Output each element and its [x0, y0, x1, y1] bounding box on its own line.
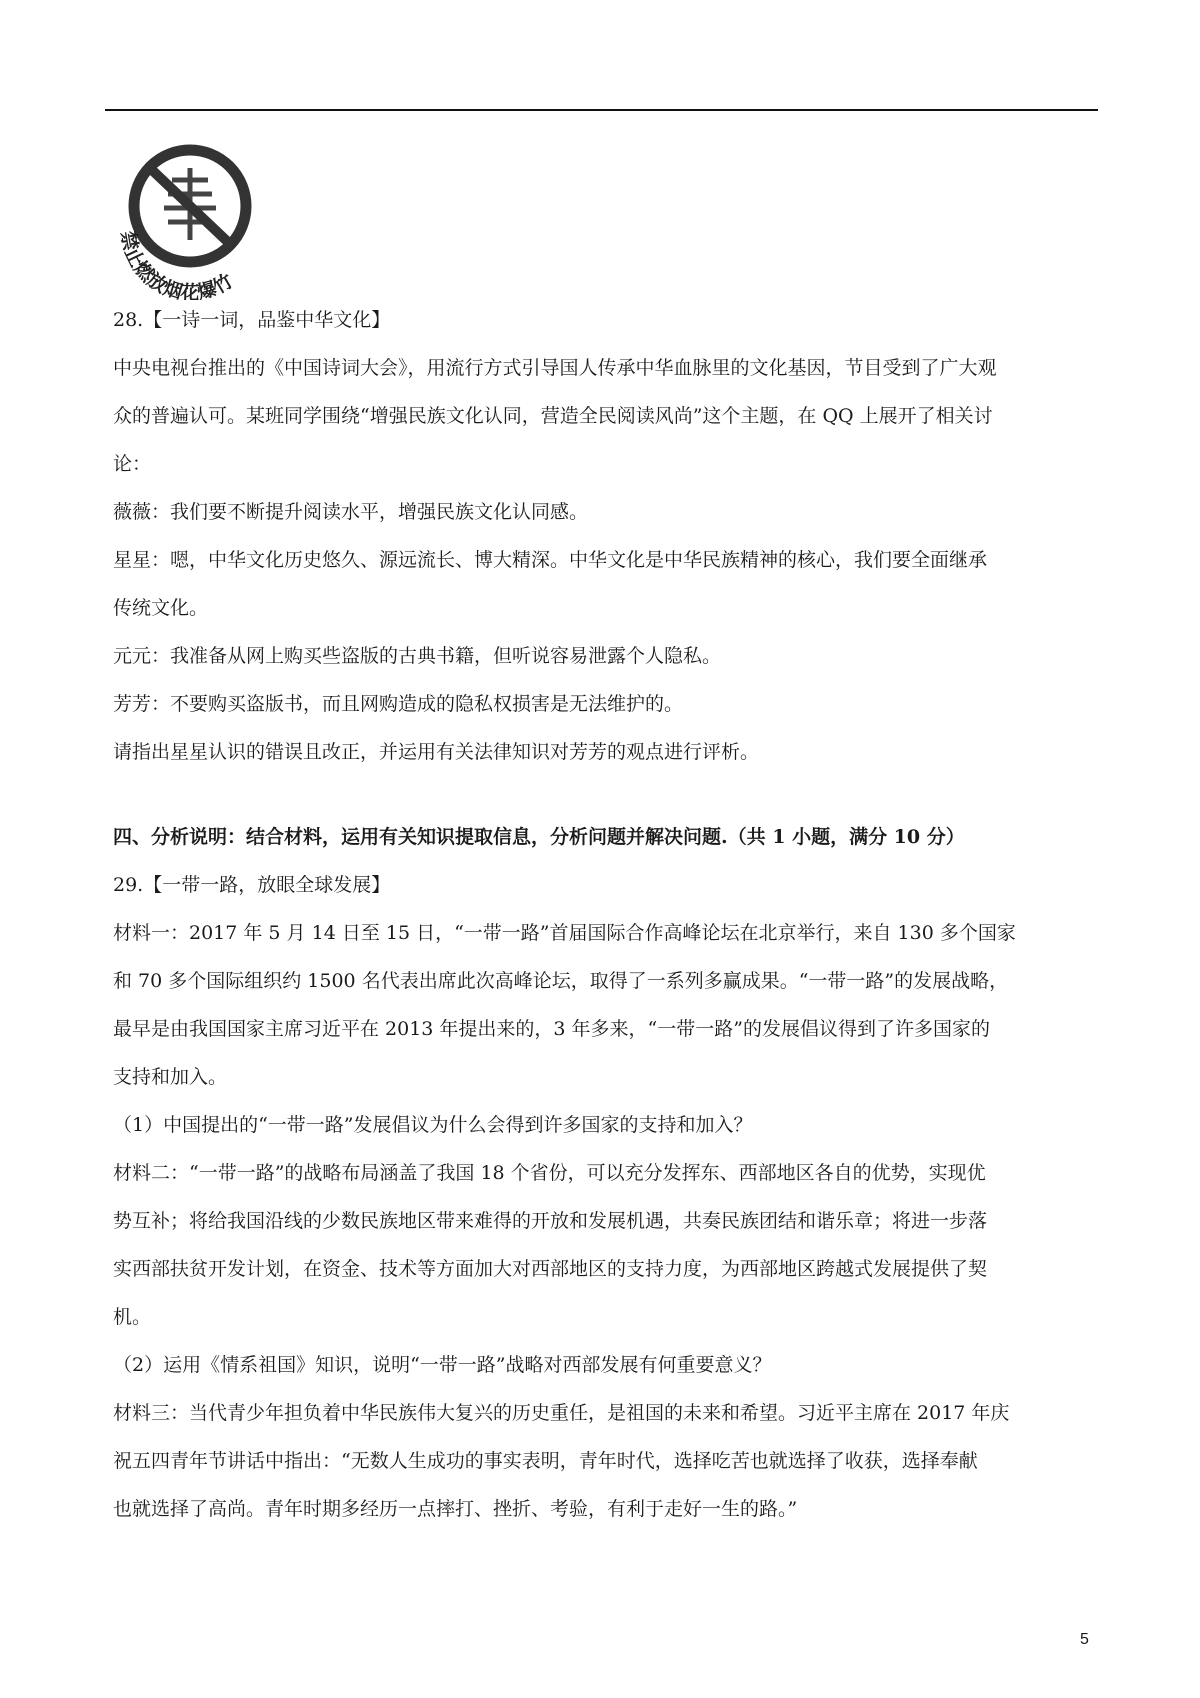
- material-two-line: 材料二：“一带一路”的战略布局涵盖了我国 18 个省份，可以充分发挥东、西部地区各自的优势，实现优: [113, 1162, 986, 1184]
- q28-title: 28.【一诗一词，品鉴中华文化】: [113, 309, 391, 331]
- material-two-line: 势互补；将给我国沿线的少数民族地区带来难得的开放和发展机遇，共奏民族团结和谐乐章；将进一步落: [113, 1210, 988, 1232]
- material-one-line: 和 70 多个国际组织约 1500 名代表出席此次高峰论坛，取得了一系列多赢成果。“一带一路”的发展战略，: [113, 970, 1009, 992]
- header-rule: [105, 109, 1098, 111]
- page-content: [113, 308, 1098, 1545]
- sign-caption: 禁止燃放烟花爆竹: [116, 229, 237, 300]
- sub-question-2: （2）运用《情系祖国》知识，说明“一带一路”战略对西部发展有何重要意义？: [113, 1354, 772, 1376]
- q28-dialog-line: 传统文化。: [113, 597, 209, 619]
- page-number: 5: [1080, 1631, 1089, 1648]
- q28-intro-line: 论：: [113, 453, 152, 475]
- material-one-line: 材料一：2017 年 5 月 14 日至 15 日，“一带一路”首届国际合作高峰论坛在北京举行，来自 130 多个国家: [113, 922, 1016, 944]
- material-three-line: 也就选择了高尚。青年时期多经历一点摔打、挫折、考验，有利于走好一生的路。”: [113, 1498, 798, 1520]
- material-one-line: 支持和加入。: [113, 1066, 228, 1088]
- q28-dialog-line: 芳芳：不要购买盗版书，而且网购造成的隐私权损害是无法维护的。: [113, 693, 684, 715]
- material-two-line: 机。: [113, 1306, 152, 1328]
- no-fireworks-sign-icon: [110, 140, 280, 300]
- sub-question-1: （1）中国提出的“一带一路”发展倡议为什么会得到许多国家的支持和加入？: [113, 1114, 753, 1136]
- q28-intro-line: 众的普遍认可。某班同学围绕“增强民族文化认同，营造全民阅读风尚”这个主题，在 QQ 上展开了相关讨: [113, 405, 993, 427]
- q28-intro-line: 中央电视台推出的《中国诗词大会》，用流行方式引导国人传承中华血脉里的文化基因，节目受到了广大观: [113, 357, 997, 379]
- q28-dialog-line: 元元：我准备从网上购买些盗版的古典书籍，但听说容易泄露个人隐私。: [113, 645, 722, 667]
- q28-dialog-line: 薇薇：我们要不断提升阅读水平，增强民族文化认同感。: [113, 501, 589, 523]
- q29-title: 29.【一带一路，放眼全球发展】: [113, 874, 391, 896]
- section-heading: 四、分析说明：结合材料，运用有关知识提取信息，分析问题并解决问题.（共 1 小题，满分 10 分）: [113, 826, 965, 848]
- material-three-line: 材料三：当代青少年担负着中华民族伟大复兴的历史重任，是祖国的未来和希望。习近平主席在 2017 年庆: [113, 1402, 1010, 1424]
- q28-question: 请指出星星认识的错误且改正，并运用有关法律知识对芳芳的观点进行评析。: [113, 741, 760, 763]
- material-one-line: 最早是由我国国家主席习近平在 2013 年提出来的，3 年多来，“一带一路”的发展倡议得到了许多国家的: [113, 1018, 990, 1040]
- material-three-line: 祝五四青年节讲话中指出：“无数人生成功的事实表明，青年时代，选择吃苦也就选择了收获，选择奉献: [113, 1450, 978, 1472]
- q28-dialog-line: 星星：嗯，中华文化历史悠久、源远流长、博大精深。中华文化是中华民族精神的核心，我们要全面继承: [113, 549, 988, 571]
- material-two-line: 实西部扶贫开发计划，在资金、技术等方面加大对西部地区的支持力度，为西部地区跨越式发展提供了契: [113, 1258, 988, 1280]
